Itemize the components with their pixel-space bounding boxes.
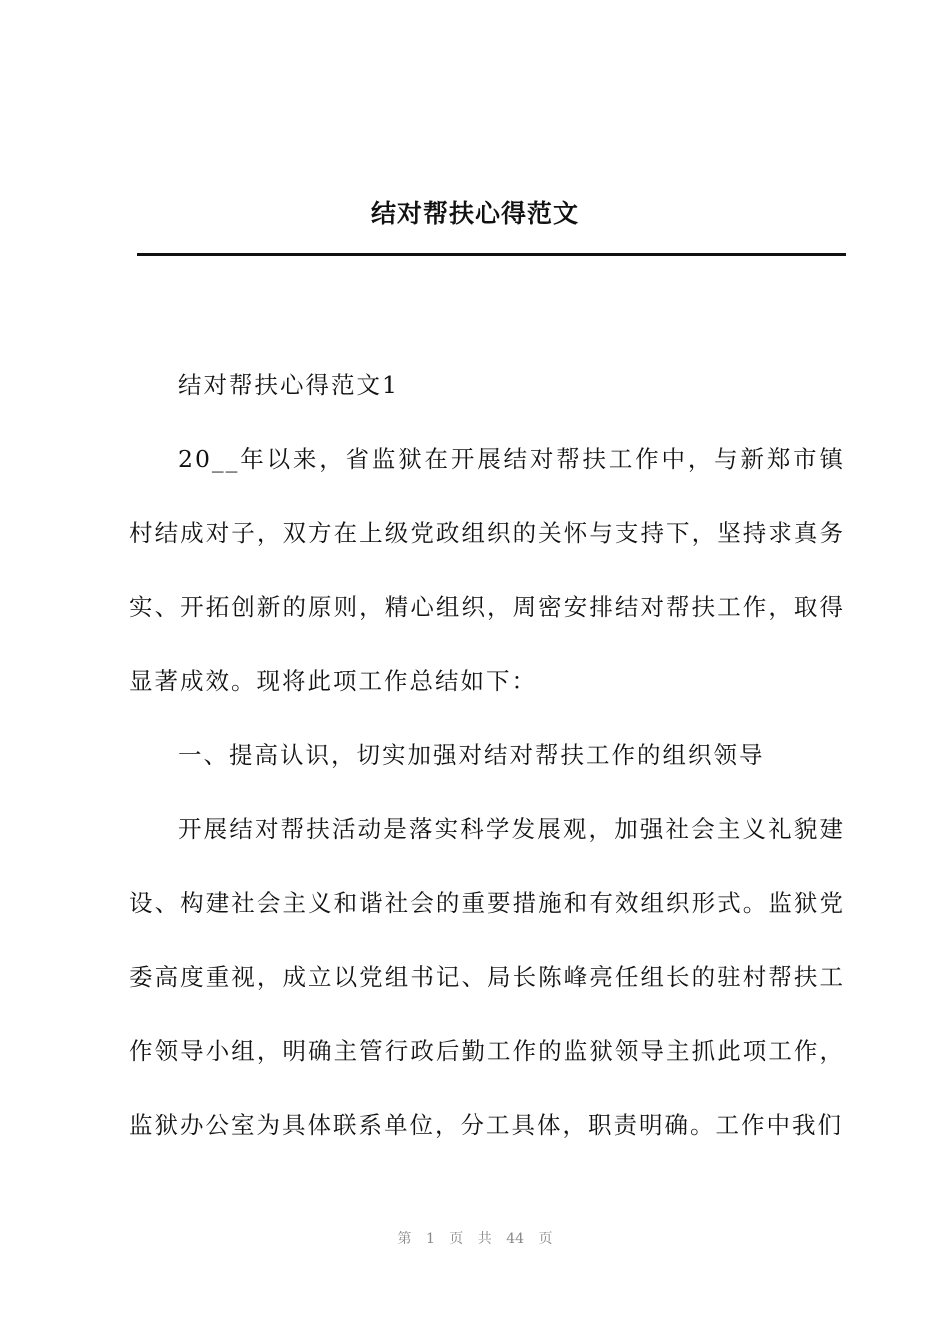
title-underline	[137, 253, 846, 256]
section-heading: 结对帮扶心得范文1	[178, 371, 399, 399]
body-paragraph: 开展结对帮扶活动是落实科学发展观，加强社会主义礼貌建设、构建社会主义和谐社会的重要措施和有效组织形式。监狱党委高度重视，成立以党组书记、局长陈峰亮任组长的驻村帮扶工作领导小组，明确主管行政后勤工作的监狱领导主抓此项工作，监狱办公室为具体联系单位，分工具体，职责明确。工作中我们	[129, 815, 845, 1139]
section-heading: 一、提高认识，切实加强对结对帮扶工作的组织领导	[178, 741, 765, 769]
document-body	[129, 348, 845, 1162]
page-number-footer: 第 1 页 共 44 页	[397, 1231, 553, 1247]
body-paragraph: 20__年以来，省监狱在开展结对帮扶工作中，与新郑市镇村结成对子，双方在上级党政组织的关怀与支持下，坚持求真务实、开拓创新的原则，精心组织，周密安排结对帮扶工作，取得显著成效。现将此项工作总结如下：	[129, 445, 845, 695]
document-title: 结对帮扶心得范文	[370, 199, 579, 228]
